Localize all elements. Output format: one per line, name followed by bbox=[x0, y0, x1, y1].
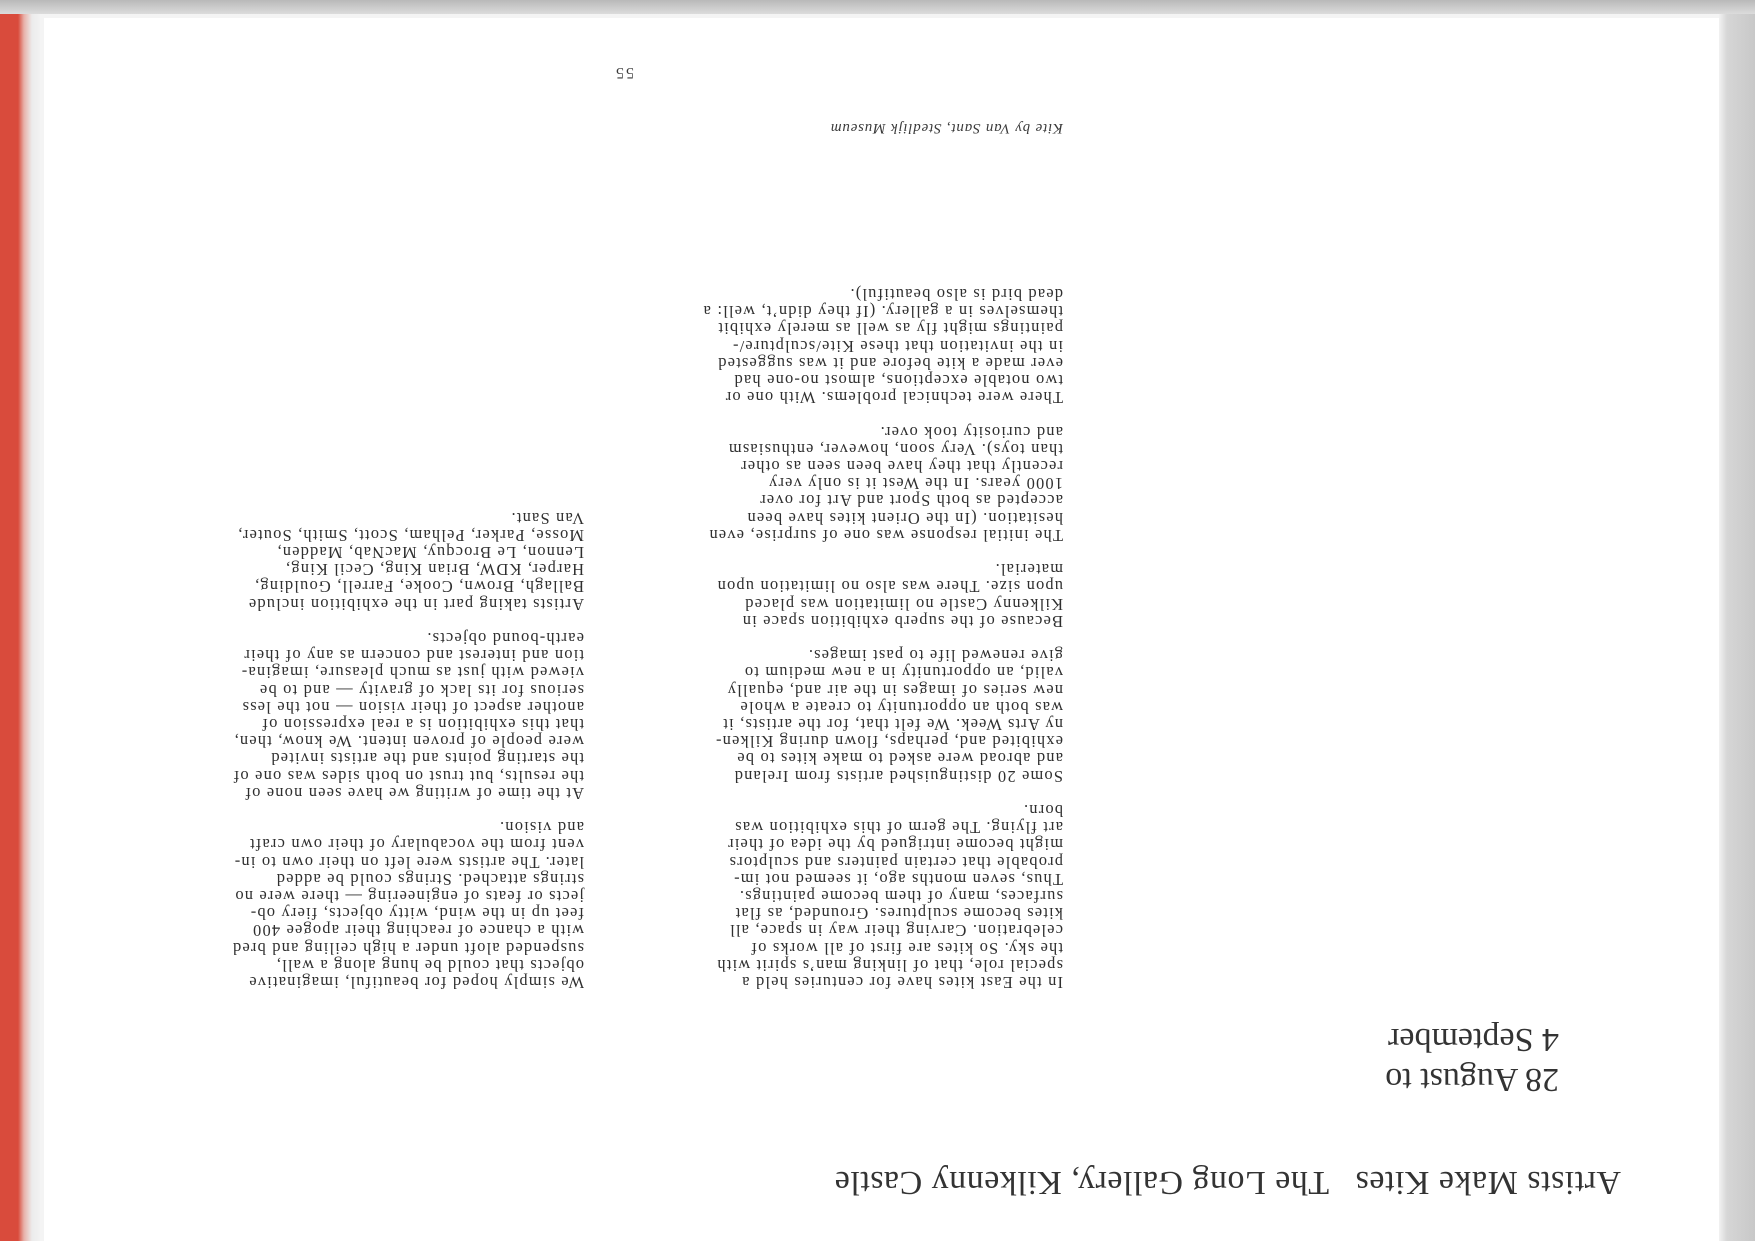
date-line-1: 28 August to bbox=[1385, 1061, 1559, 1098]
text-line: probable that certain painters and sculptors bbox=[728, 852, 1063, 872]
page-heading bbox=[834, 1163, 1621, 1201]
text-line: two notable exceptions, almost no-one had bbox=[733, 370, 1063, 390]
text-line: born. bbox=[1022, 800, 1063, 820]
paragraph bbox=[608, 423, 1063, 543]
text-line: feet up in the wind, witty objects, fiery ob- bbox=[249, 904, 584, 924]
text-line: paintings might fly as well as merely exhibit bbox=[717, 319, 1063, 339]
text-line: kites become sculptures. Grounded, as flat bbox=[734, 904, 1063, 924]
text-line: give renewed life to past images. bbox=[807, 646, 1063, 666]
text-line: than toys). Very soon, however, enthusiasm bbox=[727, 439, 1063, 459]
text-line: special role, that of linking man’s spirit with bbox=[716, 955, 1063, 975]
paragraph bbox=[608, 561, 1063, 630]
image-caption: Kite by Van Sant, Stedlijk Museum bbox=[829, 120, 1063, 136]
text-line: Harper, KDW, Brian King, Cecil King, bbox=[284, 560, 584, 580]
text-line: accepted as both Sport and Art for over bbox=[759, 491, 1063, 511]
red-cover-edge bbox=[0, 14, 40, 1241]
page-content-rotated bbox=[44, 18, 1719, 1241]
text-line: viewed with just as much pleasure, imagina- bbox=[240, 663, 584, 683]
text-line: might become intrigued by the idea of their bbox=[726, 835, 1063, 855]
text-line: At the time of writing we have seen none of bbox=[244, 783, 584, 803]
text-line: 1000 years. In the West it is only very bbox=[767, 474, 1063, 494]
text-line: In the East kites have for centuries held a bbox=[741, 973, 1063, 992]
text-line: The initial response was one of surprise, even bbox=[708, 525, 1063, 545]
text-line: the sky. So kites are first of all works of bbox=[750, 938, 1063, 958]
paragraph bbox=[124, 819, 584, 991]
text-column-left bbox=[608, 286, 1063, 991]
text-line: serious for its lack of gravity — and to be bbox=[258, 680, 584, 700]
paragraph bbox=[608, 286, 1063, 406]
text-line: art flying. The germ of this exhibition was bbox=[734, 818, 1063, 838]
text-line: There were technical problems. With one or bbox=[724, 388, 1063, 408]
text-line: the results, but trust on both sides was one of bbox=[232, 766, 584, 786]
text-line: Some 20 distinguished artists from Ireland bbox=[733, 766, 1063, 786]
text-line: another aspect of their vision — not the less bbox=[241, 697, 584, 717]
text-line: Van Sant. bbox=[510, 508, 584, 528]
page-number: 55 bbox=[614, 64, 634, 81]
text-line: strings attached. Strings could be added bbox=[275, 869, 584, 889]
text-line: Ballagh, Brown, Cooke, Farrell, Goulding, bbox=[253, 577, 584, 597]
text-line: and vision. bbox=[498, 818, 584, 838]
text-column-right bbox=[124, 509, 584, 991]
text-line: the starting points and the artists invited bbox=[270, 749, 584, 769]
text-line: Artists taking part in the exhibition include bbox=[247, 594, 584, 614]
text-line: new series of images in the air and, equally bbox=[726, 680, 1063, 700]
text-line: Lennon, Le Brocquy, MacNab, Madden, bbox=[276, 542, 584, 562]
text-line: and abroad were asked to make kites to be bbox=[736, 749, 1063, 769]
text-line: objects that could be hung along a wall, bbox=[275, 955, 584, 975]
text-line: with a chance of reaching their apogee 400 bbox=[251, 921, 584, 941]
text-line: was both an opportunity to create a whole bbox=[739, 697, 1063, 717]
text-line: upon size. There was also no limitation upon bbox=[716, 577, 1063, 597]
paragraph bbox=[608, 802, 1063, 991]
text-line: exhibited and, perhaps, flown during Kilken- bbox=[714, 732, 1063, 752]
text-line: ever made a kite before and it was suggested bbox=[717, 353, 1063, 373]
text-line: themselves in a gallery. (If they didn’t, well: a bbox=[702, 302, 1063, 322]
text-line: Because of the superb exhibition space in bbox=[741, 611, 1063, 631]
paragraph bbox=[608, 647, 1063, 785]
exhibition-venue: The Long Gallery, Kilkenny Castle bbox=[834, 1164, 1330, 1201]
exhibition-title: Artists Make Kites bbox=[1355, 1164, 1621, 1201]
text-line: We simply hoped for beautiful, imaginative bbox=[248, 973, 584, 992]
text-line: surfaces, many of them become paintings. bbox=[738, 886, 1063, 906]
text-line: earth-bound objects. bbox=[426, 628, 584, 648]
text-line: later. The artists were left on their own to in- bbox=[233, 852, 584, 872]
text-line: dead bird is also beautiful). bbox=[849, 284, 1063, 304]
text-line: vent from the vocabulary of their own craft bbox=[248, 835, 584, 855]
text-line: hesitation. (In the Orient kites have been bbox=[746, 508, 1063, 528]
text-line: Thus, seven months ago, it seemed not im- bbox=[732, 869, 1063, 889]
paragraph bbox=[124, 630, 584, 802]
scanner-right-edge bbox=[1719, 14, 1755, 1241]
book-page bbox=[44, 18, 1719, 1241]
text-line: tion and interest and concern as any of their bbox=[243, 646, 584, 666]
date-line-2: 4 September bbox=[1388, 1021, 1559, 1058]
scanner-top-band bbox=[0, 0, 1755, 14]
text-line: celebration. Carving their way in space, all bbox=[728, 921, 1063, 941]
text-line: suspended aloft under a high ceiling and bred bbox=[231, 938, 584, 958]
text-line: Mosse, Parker, Pelham, Scott, Smith, Souter, bbox=[237, 525, 584, 545]
text-line: Kilkenny Castle no limitation was placed bbox=[744, 594, 1063, 614]
text-line: and curiosity took over. bbox=[879, 422, 1063, 442]
text-line: valid, an opportunity in a new medium to bbox=[743, 663, 1063, 683]
text-line: that this exhibition is a real expression of bbox=[261, 714, 584, 734]
paragraph bbox=[124, 509, 584, 612]
text-line: ny Arts Week. We felt that, for the artists, it bbox=[722, 714, 1063, 734]
text-line: jects or feats of engineering — there were no bbox=[234, 886, 584, 906]
text-line: were people of proven intent. We know, then, bbox=[233, 732, 584, 752]
text-line: material. bbox=[994, 560, 1063, 580]
text-line: recently that they have been seen as other bbox=[740, 456, 1063, 476]
text-line: in the invitation that these Kite/sculpture/- bbox=[731, 336, 1063, 356]
exhibition-dates bbox=[1385, 1019, 1559, 1099]
